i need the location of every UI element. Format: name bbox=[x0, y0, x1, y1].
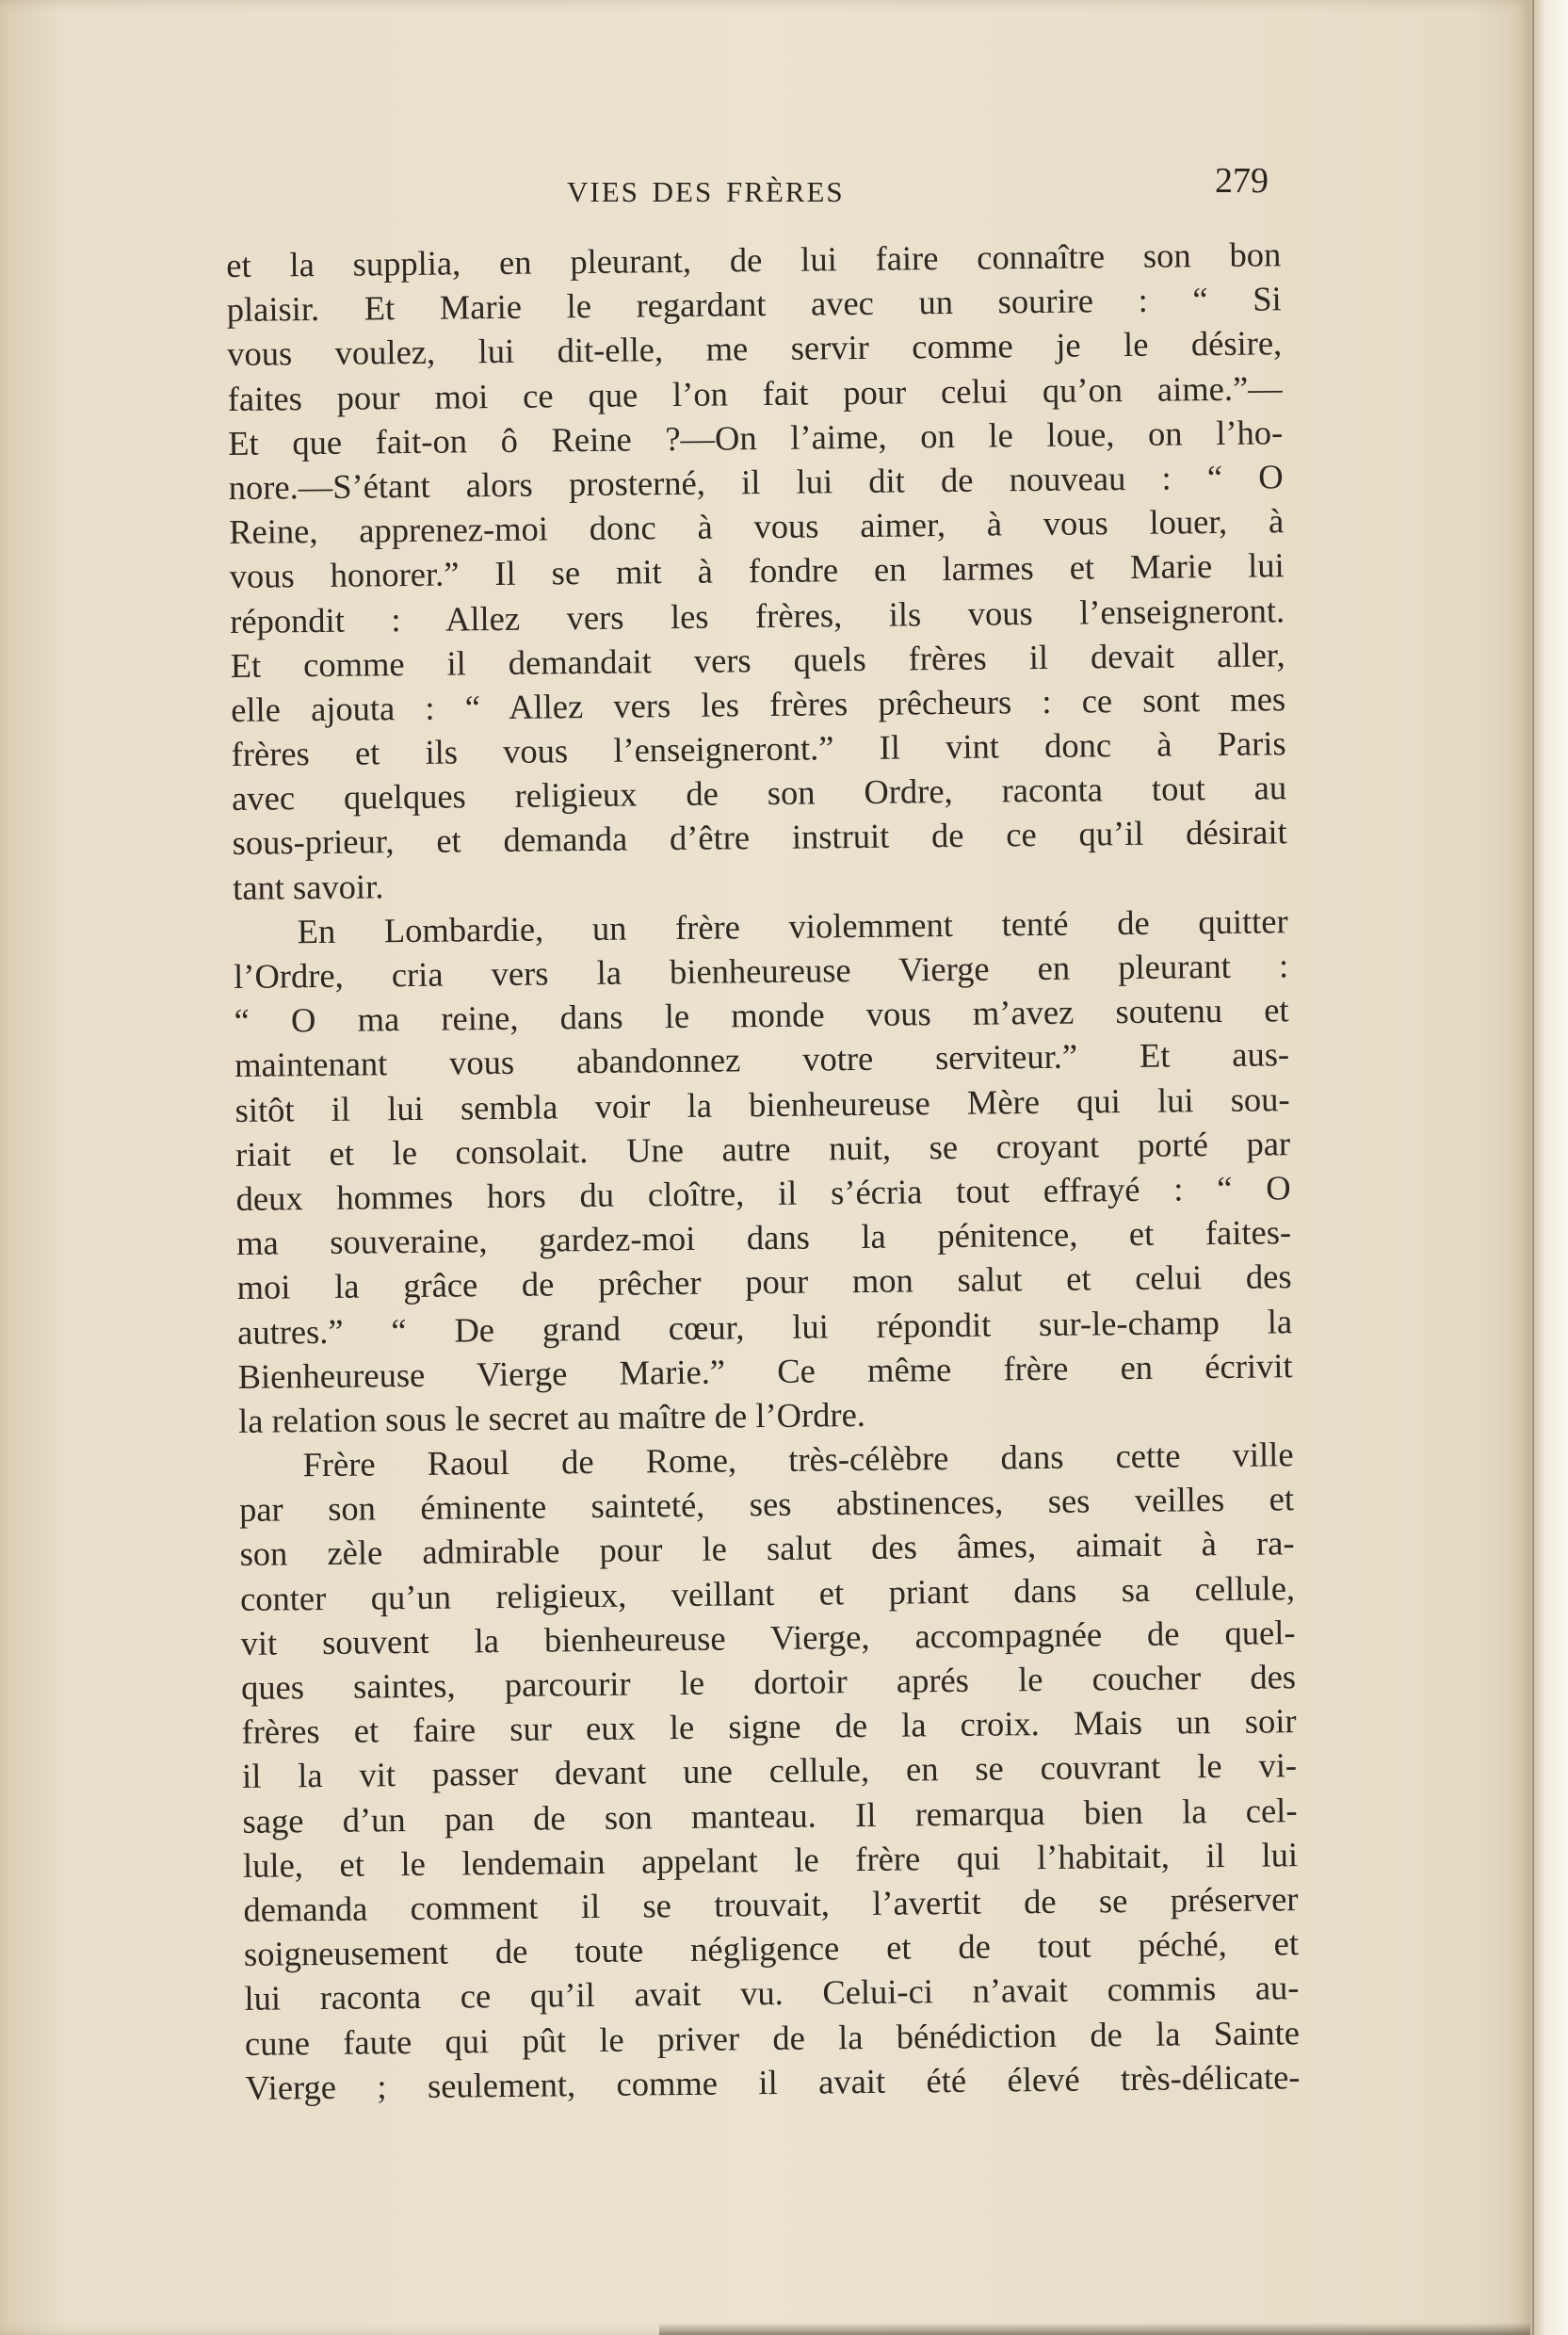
text-line: vit souvent la bienheureuse Vierge, accompagnée de quel- bbox=[240, 1613, 1296, 1662]
text-line: elle ajouta : “ Allez vers les frères prêcheurs : ce sont mes bbox=[230, 679, 1286, 729]
page-number: 279 bbox=[1215, 161, 1269, 201]
text-line: l’Ordre, cria vers la bienheureuse Vierge en pleurant : bbox=[233, 946, 1289, 996]
text-line: faites pour moi ce que l’on fait pour celui qu’on aime.”— bbox=[227, 367, 1283, 418]
page-bottom-shadow bbox=[659, 2323, 1530, 2335]
text-line: moi la grâce de prêcher pour mon salut et celui des bbox=[236, 1257, 1292, 1307]
text-line: frères et faire sur eux le signe de la croix. Mais un soir bbox=[241, 1701, 1297, 1752]
text-line: Et que fait-on ô Reine ?—On l’aime, on le loue, on l’ho- bbox=[228, 413, 1284, 462]
text-line: ques saintes, parcourir le dortoir aprés le coucher des bbox=[240, 1657, 1297, 1707]
text-line: sage d’un pan de son manteau. Il remarqua bien la cel- bbox=[242, 1790, 1298, 1840]
text-line: demanda comment il se trouvait, l’avertit de se préserver bbox=[243, 1879, 1299, 1929]
text-line: nore.—S’étant alors prosterné, il lui dit de nouveau : “ O bbox=[228, 457, 1284, 507]
text-line: plaisir. Et Marie le regardant avec un sourire : “ Si bbox=[226, 279, 1282, 330]
text-line: sous-prieur, et demanda d’être instruit de ce qu’il désirait bbox=[232, 812, 1287, 863]
text-line: tant savoir. bbox=[232, 866, 384, 907]
text-line: Vierge ; seulement, comme il avait été élevé très-délicate- bbox=[245, 2056, 1301, 2107]
text-line: ma souveraine, gardez-moi dans la pénitence, et faites- bbox=[235, 1212, 1292, 1263]
text-line: il la vit passer devant une cellule, en se couvrant le vi- bbox=[241, 1745, 1298, 1796]
text-line: deux hommes hors du cloître, il s’écria tout effrayé : “ O bbox=[235, 1168, 1291, 1218]
text-line: maintenant vous abandonnez votre serviteur.” Et aus- bbox=[234, 1034, 1290, 1085]
text-line: Bienheureuse Vierge Marie.” Ce même frère en écrivit bbox=[237, 1345, 1293, 1396]
page-edge-line bbox=[1532, 0, 1534, 2335]
running-head: VIES DES FRÈRES bbox=[567, 175, 845, 208]
text-line: sitôt il lui sembla voir la bienheureuse Mère qui lui sou- bbox=[234, 1078, 1290, 1129]
body-text bbox=[226, 232, 1301, 2109]
text-line: autres.” “ De grand cœur, lui répondit sur-le-champ la bbox=[236, 1301, 1293, 1352]
text-line: Et comme il demandait vers quels frères il devait aller, bbox=[230, 634, 1285, 685]
text-line: lui raconta ce qu’il avait vu. Celui-ci n’avait commis au- bbox=[244, 1968, 1300, 2019]
text-line: la relation sous le secret au maître de l’Ordre. bbox=[237, 1394, 866, 1440]
text-line: soigneusement de toute négligence et de tout péché, et bbox=[243, 1923, 1300, 1974]
text-line: conter qu’un religieux, veillant et priant dans sa cellule, bbox=[239, 1567, 1296, 1618]
text-line: Reine, apprenez-moi donc à vous aimer, à vous louer, à bbox=[228, 501, 1285, 552]
page-edge bbox=[1530, 0, 1568, 2335]
text-line: lule, et le lendemain appelant le frère qui l’habitait, il lui bbox=[242, 1834, 1299, 1885]
text-line: répondit : Allez vers les frères, ils vous l’enseigneront. bbox=[229, 590, 1285, 641]
text-line: avec quelques religieux de son Ordre, raconta tout au bbox=[231, 768, 1287, 819]
text-line: cune faute qui pût le priver de la bénédiction de la Sainte bbox=[244, 2012, 1301, 2063]
text-line: Frère Raoul de Rome, très-célèbre dans cette ville bbox=[302, 1435, 1294, 1484]
text-line: par son éminente sainteté, ses abstinences, ses veilles et bbox=[238, 1479, 1295, 1530]
text-line: vous honorer.” Il se mit à fondre en larmes et Marie lui bbox=[229, 545, 1285, 596]
text-line: riait et le consolait. Une autre nuit, se croyant porté par bbox=[234, 1123, 1291, 1174]
text-line: son zèle admirable pour le salut des âmes, aimait à ra- bbox=[239, 1523, 1295, 1574]
text-line: En Lombardie, un frère violemment tenté de quitter bbox=[297, 901, 1288, 951]
text-line: “ O ma reine, dans le monde vous m’avez soutenu et bbox=[234, 990, 1289, 1041]
text-line: vous voulez, lui dit-elle, me servir comme je le désire, bbox=[227, 323, 1283, 374]
page-header bbox=[237, 160, 1269, 207]
text-line: et la supplia, en pleurant, de lui faire connaître son bon bbox=[226, 235, 1282, 284]
text-line: frères et ils vous l’enseigneront.” Il vint donc à Paris bbox=[231, 723, 1286, 774]
